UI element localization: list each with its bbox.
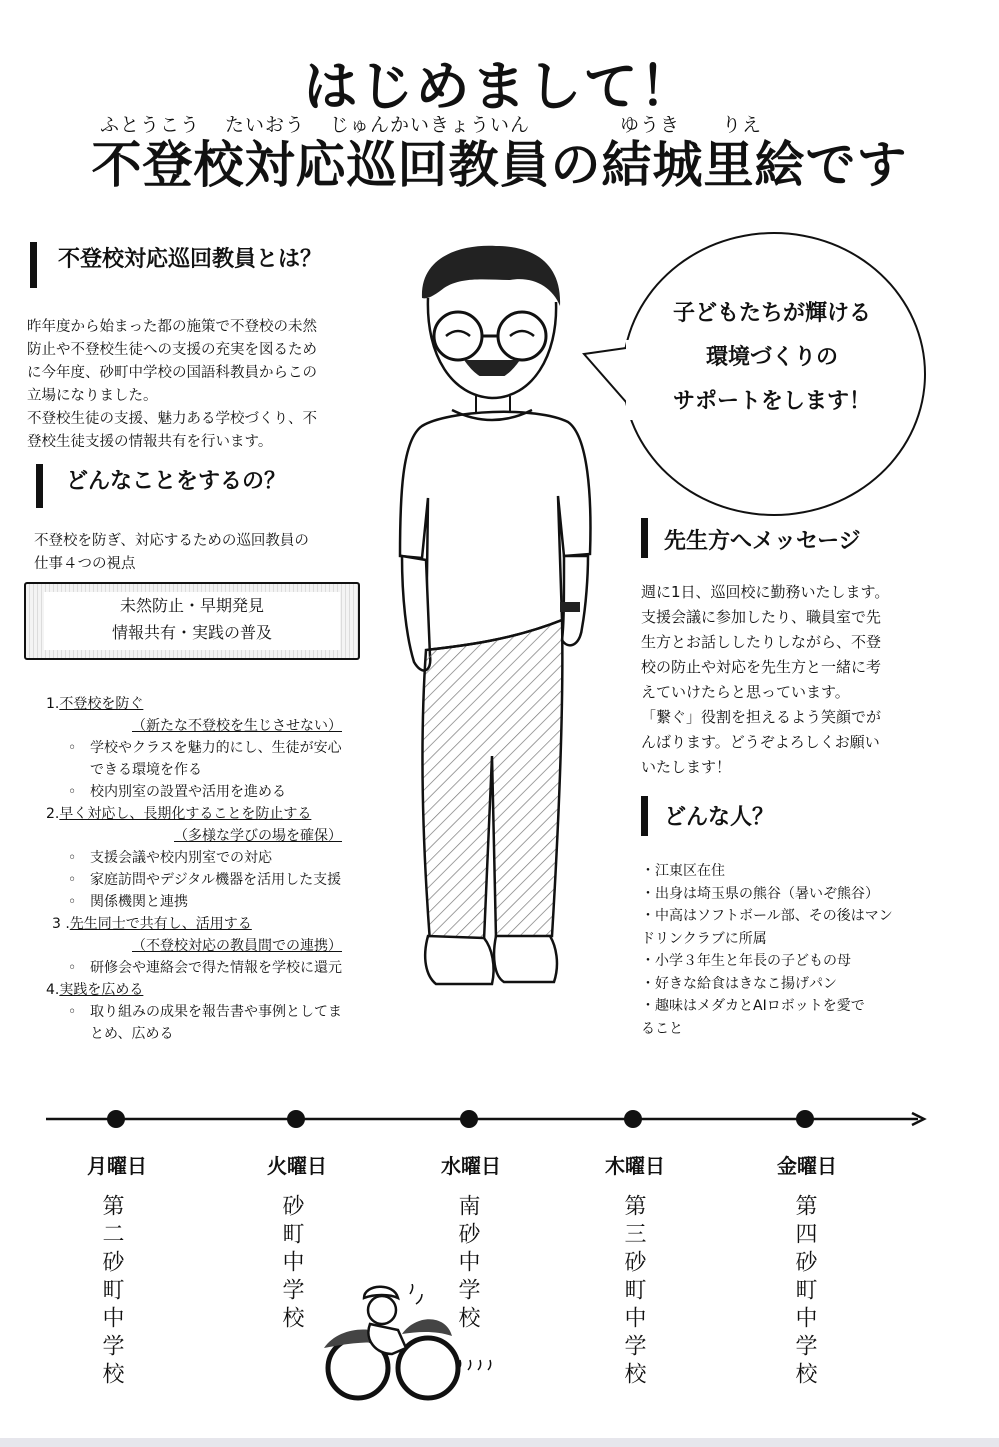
ruby-rie: りえ: [722, 114, 763, 136]
timeline-dot: [460, 1110, 478, 1128]
school-wednesday: 南砂中学校: [455, 1194, 480, 1334]
timeline-dot: [287, 1110, 305, 1128]
school-thursday: 第三砂町中学校: [621, 1194, 646, 1390]
timeline-dot: [796, 1110, 814, 1128]
title-greeting: はじめまして！: [303, 55, 696, 118]
duties-list: 1.不登校を防ぐ （新たな不登校を生じさせない） ◦ 学校やクラスを魅力的にし、生徒が安心 できる環境を作る ◦ 校内別室の設置や活用を進める 2.早く対応し、長期化することを防止する （多様な学びの場を確保） ◦ 支援会議や校内別室での対応 ◦ 家庭訪問やデジタル機器を活用した支援 ◦ 関係機関と連携 3 .先生同士で共有し、活用する （不登校対応の教員間での連携） ◦ 研修会や連絡会で得た情報を学校に還元 4.実践を広める ◦ 取り組みの成果を報告書や事例としてま とめ、広める: [46, 693, 386, 1045]
section-bar: [641, 518, 648, 558]
cyclist-illustration: [320, 1284, 510, 1404]
list-item: 1.不登校を防ぐ: [46, 696, 144, 712]
title-name: 不登校対応巡回教員の結城里絵です: [91, 136, 908, 194]
what-intro: 不登校を防ぎ、対応するための巡回教員の 仕事４つの視点: [34, 533, 309, 572]
ruby-taiou: たいおう: [225, 114, 306, 136]
school-monday: 第二砂町中学校: [99, 1194, 124, 1390]
timeline-dot: [107, 1110, 125, 1128]
person-illustration: [392, 236, 612, 1026]
who-heading: どんな人？: [664, 805, 775, 830]
list-item: 2.早く対応し、長期化することを防止する: [46, 806, 312, 822]
ruby-junkaikyouin: じゅんかいきょういん: [330, 114, 531, 136]
day-wednesday: 水曜日: [441, 1154, 501, 1178]
what-heading: どんなことをするの？: [66, 469, 287, 494]
school-friday: 第四砂町中学校: [792, 1194, 817, 1390]
list-item: 4.実践を広める: [46, 982, 144, 998]
day-monday: 月曜日: [87, 1154, 147, 1178]
about-heading: 不登校対応巡回教員とは？: [58, 247, 323, 272]
section-bar: [36, 464, 43, 508]
message-heading: 先生方へメッセージ: [664, 529, 861, 554]
day-thursday: 木曜日: [605, 1154, 665, 1178]
ruby-futoukou: ふとうこう: [100, 114, 201, 136]
list-item: 3 .先生同士で共有し、活用する: [52, 916, 252, 932]
footer-bar: [0, 1438, 999, 1447]
section-bar: [30, 242, 37, 288]
section-bar: [641, 796, 648, 836]
day-tuesday: 火曜日: [267, 1154, 327, 1178]
scroll-line: 未然防止・早期発見: [119, 596, 264, 615]
about-text: 昨年度から始まった都の施策で不登校の未然 防止や不登校生徒への支援の充実を図るため に今年度、砂町中学校の国語科教員からこの 立場になりました。 不登校生徒の支援、魅力ある学校づくり、不 登校生徒支援の情報共有を行います。: [27, 319, 317, 450]
timeline-dot: [624, 1110, 642, 1128]
who-text: ・江東区在住 ・出身は埼玉県の熊谷（暑いぞ熊谷） ・中高はソフトボール部、その後はマン ドリンクラブに所属 ・小学３年生と年長の子どもの母 ・好きな給食はきなこ揚げパン ・趣味はメダカとAIロボットを愛で ること: [641, 863, 893, 1037]
ruby-yuuki: ゆうき: [620, 114, 681, 136]
bubble-text: 子どもたちが輝ける 環境づくりの サポートをします！: [672, 301, 871, 414]
scroll-line: 情報共有・実践の普及: [111, 623, 272, 642]
message-text: 週に1日、巡回校に勤務いたします。 支援会議に参加したり、職員室で先 生方とお話ししたりしながら、不登 校の防止や対応を先生方と一緒に考 えていけたらと思っています。 「繋ぐ」役割を担えるよう笑顔でが んばります。どうぞよろしくお願い いたします！: [641, 583, 890, 776]
scroll-banner: [24, 582, 360, 660]
day-friday: 金曜日: [777, 1154, 837, 1178]
school-tuesday: 砂町中学校: [279, 1194, 304, 1334]
